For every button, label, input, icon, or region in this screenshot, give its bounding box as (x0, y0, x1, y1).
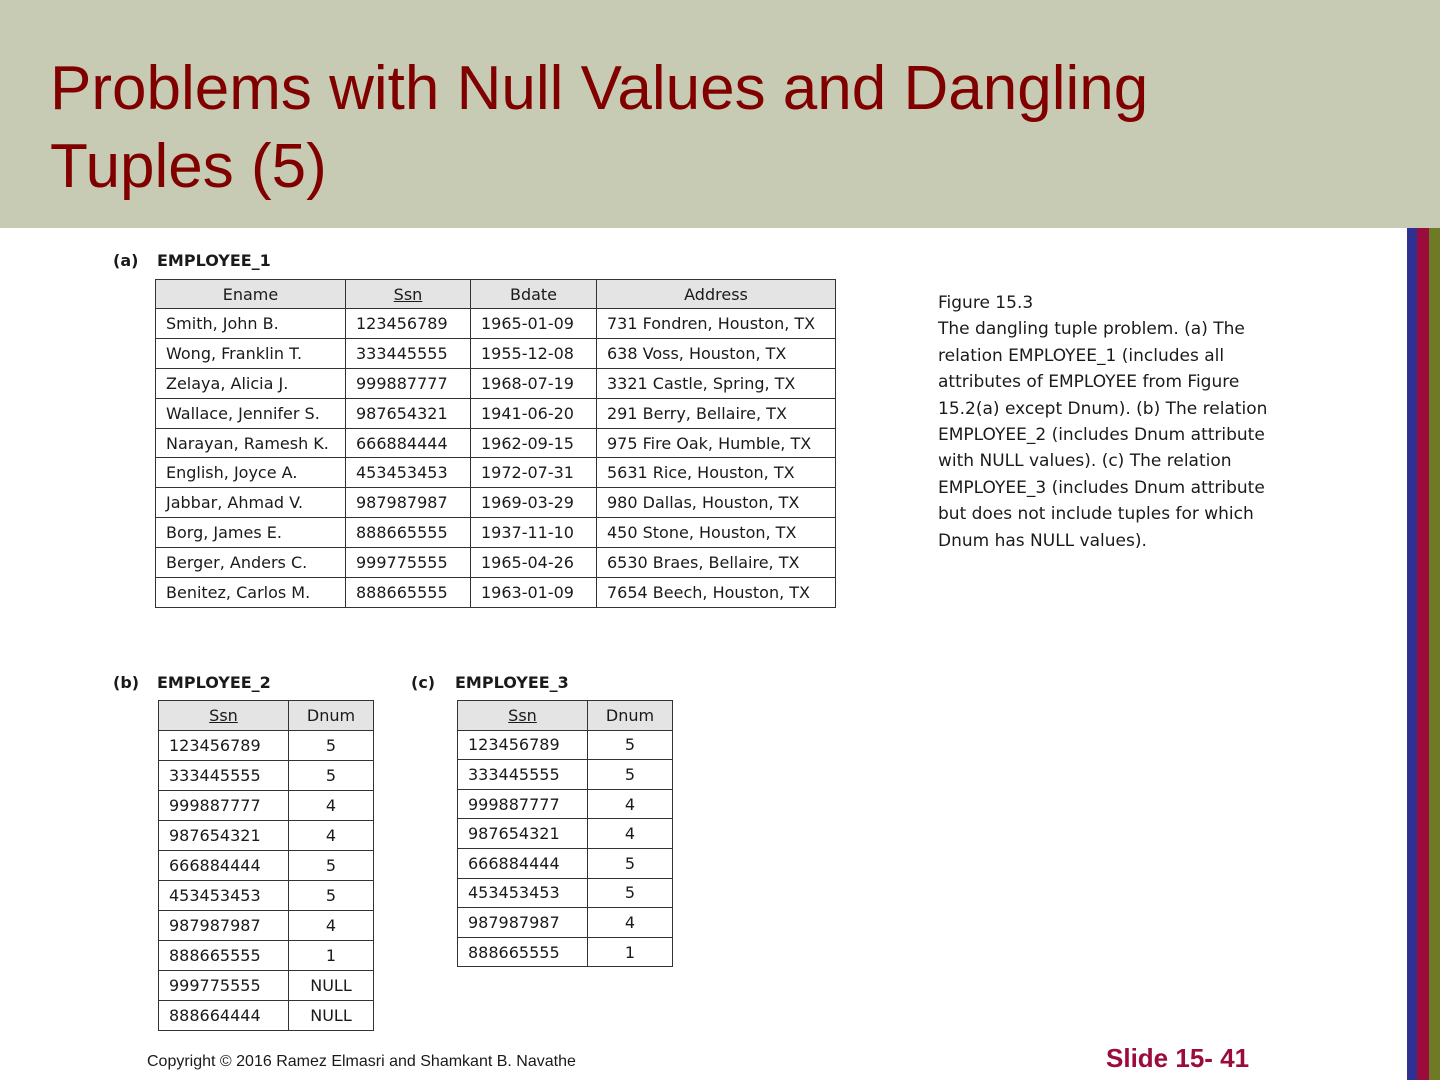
employee-2-name: EMPLOYEE_2 (157, 673, 271, 692)
employee-1-cell: English, Joyce A. (156, 458, 346, 488)
employee-1-header-bdate: Bdate (471, 280, 597, 309)
employee-3-cell: 5 (588, 878, 673, 908)
employee-3-cell: 987987987 (458, 908, 588, 938)
table-row (458, 760, 673, 790)
employee-2-tag: (b) (113, 673, 140, 692)
table-row (159, 851, 374, 881)
employee-2-header-dnum: Dnum (289, 701, 374, 731)
employee-2-label (113, 673, 271, 692)
employee-1-label (113, 251, 271, 270)
table-row (159, 941, 374, 971)
employee-3-cell: 5 (588, 730, 673, 760)
employee-3-header-ssn: Ssn (458, 701, 588, 731)
employee-3-cell: 888665555 (458, 937, 588, 967)
table-row (458, 730, 673, 760)
table-row (156, 398, 836, 428)
table-row (159, 821, 374, 851)
figure-caption-title: Figure 15.3 (938, 293, 1034, 313)
employee-2-cell: 333445555 (159, 761, 289, 791)
table-row (159, 791, 374, 821)
employee-2-cell: 453453453 (159, 881, 289, 911)
employee-1-cell: 731 Fondren, Houston, TX (597, 309, 836, 339)
employee-1-cell: 450 Stone, Houston, TX (597, 518, 836, 548)
table-row (458, 937, 673, 967)
employee-1-cell: 888665555 (346, 518, 471, 548)
table-row (458, 908, 673, 938)
employee-1-header-ssn: Ssn (346, 280, 471, 309)
employee-1-cell: Wong, Franklin T. (156, 338, 346, 368)
employee-3-table (457, 700, 673, 967)
employee-2-cell: 123456789 (159, 731, 289, 761)
employee-1-cell: 7654 Beech, Houston, TX (597, 578, 836, 608)
table-row (156, 309, 836, 339)
table-row (156, 338, 836, 368)
employee-2-cell: 5 (289, 851, 374, 881)
employee-1-cell: 1937-11-10 (471, 518, 597, 548)
table-row (156, 548, 836, 578)
employee-1-cell: Jabbar, Ahmad V. (156, 488, 346, 518)
employee-1-tag: (a) (113, 251, 139, 270)
table-row (458, 789, 673, 819)
employee-1-cell: 987987987 (346, 488, 471, 518)
employee-2-cell: 4 (289, 791, 374, 821)
employee-2-cell: 5 (289, 761, 374, 791)
table-row (159, 731, 374, 761)
employee-1-cell: 6530 Braes, Bellaire, TX (597, 548, 836, 578)
employee-3-name: EMPLOYEE_3 (455, 673, 569, 692)
employee-3-tag: (c) (411, 673, 436, 692)
employee-1-cell: 453453453 (346, 458, 471, 488)
employee-3-cell: 1 (588, 937, 673, 967)
employee-1-cell: 333445555 (346, 338, 471, 368)
employee-1-cell: Wallace, Jennifer S. (156, 398, 346, 428)
employee-1-cell: 638 Voss, Houston, TX (597, 338, 836, 368)
slide-number: Slide 15- 41 (1106, 1043, 1250, 1073)
employee-3-header-row (458, 701, 673, 731)
employee-3-cell: 5 (588, 760, 673, 790)
employee-3-cell: 5 (588, 848, 673, 878)
employee-1-cell: 975 Fire Oak, Humble, TX (597, 428, 836, 458)
accent-stripe-red (1417, 228, 1429, 1080)
title-bar (0, 0, 1440, 228)
table-row (156, 368, 836, 398)
copyright-notice: Copyright © 2016 Ramez Elmasri and Shamkant B. Navathe (147, 1053, 576, 1070)
employee-3-cell: 999887777 (458, 789, 588, 819)
employee-1-cell: Narayan, Ramesh K. (156, 428, 346, 458)
table-row (458, 848, 673, 878)
employee-3-cell: 666884444 (458, 848, 588, 878)
employee-1-header-address: Address (597, 280, 836, 309)
employee-1-header-row (156, 280, 836, 309)
employee-3-cell: 4 (588, 819, 673, 849)
employee-1-cell: 666884444 (346, 428, 471, 458)
employee-3-cell: 4 (588, 908, 673, 938)
employee-1-cell: Zelaya, Alicia J. (156, 368, 346, 398)
employee-3-cell: 453453453 (458, 878, 588, 908)
employee-2-cell: 999775555 (159, 971, 289, 1001)
employee-3-cell: 987654321 (458, 819, 588, 849)
employee-1-cell: 1955-12-08 (471, 338, 597, 368)
table-row (156, 518, 836, 548)
employee-1-cell: 1968-07-19 (471, 368, 597, 398)
employee-1-cell: Berger, Anders C. (156, 548, 346, 578)
employee-3-label (411, 673, 569, 692)
employee-2-cell: 999887777 (159, 791, 289, 821)
employee-1-table (155, 279, 836, 608)
employee-1-header-ename: Ename (156, 280, 346, 309)
employee-2-cell: 666884444 (159, 851, 289, 881)
employee-1-cell: 1941-06-20 (471, 398, 597, 428)
employee-1-cell: 291 Berry, Bellaire, TX (597, 398, 836, 428)
table-row (156, 578, 836, 608)
accent-stripe-blue (1407, 228, 1417, 1080)
table-row (159, 911, 374, 941)
employee-1-cell: 3321 Castle, Spring, TX (597, 368, 836, 398)
employee-1-cell: 1972-07-31 (471, 458, 597, 488)
table-row (458, 819, 673, 849)
figure-caption-text: The dangling tuple problem. (a) The relation EMPLOYEE_1 (includes all attributes of EMPLOYEE from Figure 15.2(a) except Dnum). (b) The relation EMPLOYEE_2 (includes Dnum attribute with NULL values). (c) The relation EMPLOYEE_3 (includes Dnum attribute but does not include tuples for which Dnum has NULL values). (938, 319, 1268, 551)
table-row (159, 1001, 374, 1031)
employee-2-cell: 1 (289, 941, 374, 971)
employee-2-header-row (159, 701, 374, 731)
employee-1-cell: 999887777 (346, 368, 471, 398)
table-row (156, 458, 836, 488)
employee-1-cell: Benitez, Carlos M. (156, 578, 346, 608)
table-row (156, 488, 836, 518)
employee-1-cell: 987654321 (346, 398, 471, 428)
employee-2-cell: 888664444 (159, 1001, 289, 1031)
employee-1-name: EMPLOYEE_1 (157, 251, 271, 270)
employee-2-cell: NULL (289, 1001, 374, 1031)
employee-2-cell: 5 (289, 881, 374, 911)
table-row (159, 881, 374, 911)
table-row (458, 878, 673, 908)
accent-stripe-olive (1429, 228, 1440, 1080)
employee-2-cell: 4 (289, 911, 374, 941)
table-row (156, 428, 836, 458)
employee-1-cell: Smith, John B. (156, 309, 346, 339)
slide-title: Problems with Null Values and Dangling Tuples (5) (50, 54, 1149, 201)
employee-3-cell: 123456789 (458, 730, 588, 760)
employee-2-cell: NULL (289, 971, 374, 1001)
employee-3-cell: 333445555 (458, 760, 588, 790)
employee-1-cell: 5631 Rice, Houston, TX (597, 458, 836, 488)
figure-caption (938, 290, 1283, 554)
employee-2-table (158, 700, 374, 1031)
employee-1-cell: 1962-09-15 (471, 428, 597, 458)
employee-2-cell: 888665555 (159, 941, 289, 971)
employee-1-cell: 888665555 (346, 578, 471, 608)
employee-1-cell: 1969-03-29 (471, 488, 597, 518)
employee-1-cell: 980 Dallas, Houston, TX (597, 488, 836, 518)
table-row (159, 971, 374, 1001)
employee-1-cell: 999775555 (346, 548, 471, 578)
employee-2-cell: 5 (289, 731, 374, 761)
employee-1-cell: 1965-01-09 (471, 309, 597, 339)
employee-1-cell: 1963-01-09 (471, 578, 597, 608)
employee-1-cell: 1965-04-26 (471, 548, 597, 578)
employee-3-cell: 4 (588, 789, 673, 819)
table-row (159, 761, 374, 791)
employee-1-cell: 123456789 (346, 309, 471, 339)
employee-2-cell: 4 (289, 821, 374, 851)
employee-2-cell: 987654321 (159, 821, 289, 851)
employee-2-header-ssn: Ssn (159, 701, 289, 731)
employee-2-cell: 987987987 (159, 911, 289, 941)
employee-1-cell: Borg, James E. (156, 518, 346, 548)
employee-3-header-dnum: Dnum (588, 701, 673, 731)
